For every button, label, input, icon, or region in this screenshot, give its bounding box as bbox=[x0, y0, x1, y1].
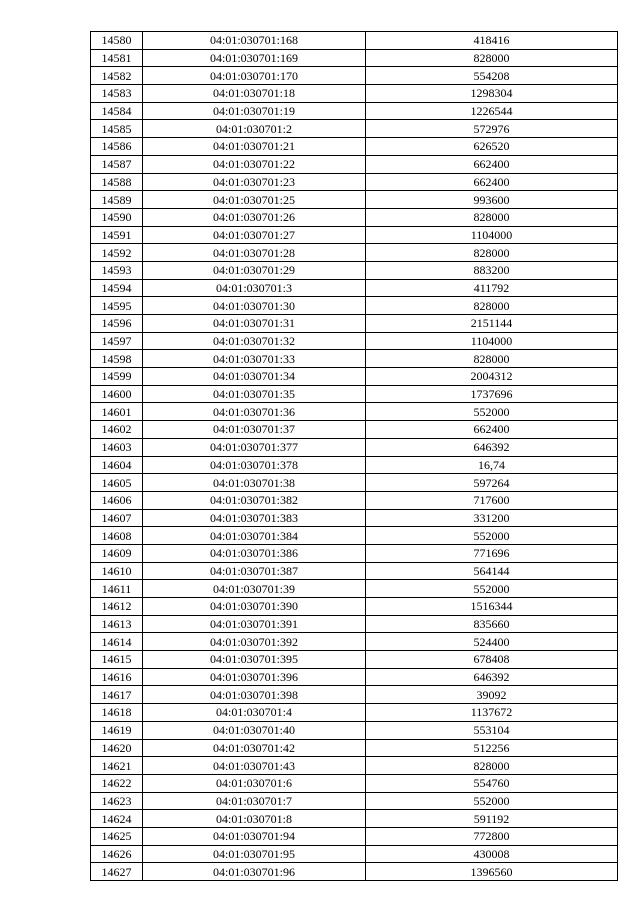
row-number-cell: 14581 bbox=[91, 49, 143, 67]
table-row bbox=[91, 350, 618, 368]
table-row bbox=[91, 774, 618, 792]
table-row bbox=[91, 845, 618, 863]
row-number-cell: 14623 bbox=[91, 792, 143, 810]
cadastral-number-cell: 04:01:030701:40 bbox=[143, 721, 366, 739]
value-cell: 662400 bbox=[366, 173, 618, 191]
value-cell: 646392 bbox=[366, 438, 618, 456]
value-cell: 2004312 bbox=[366, 368, 618, 386]
cadastral-number-cell: 04:01:030701:3 bbox=[143, 279, 366, 297]
cadastral-number-cell: 04:01:030701:22 bbox=[143, 155, 366, 173]
row-number-cell: 14625 bbox=[91, 827, 143, 845]
cadastral-number-cell: 04:01:030701:7 bbox=[143, 792, 366, 810]
cadastral-number-cell: 04:01:030701:33 bbox=[143, 350, 366, 368]
table-row bbox=[91, 580, 618, 598]
cadastral-number-cell: 04:01:030701:34 bbox=[143, 368, 366, 386]
table-row bbox=[91, 49, 618, 67]
row-number-cell: 14611 bbox=[91, 580, 143, 598]
cadastral-number-cell: 04:01:030701:30 bbox=[143, 297, 366, 315]
cadastral-number-cell: 04:01:030701:25 bbox=[143, 191, 366, 209]
row-number-cell: 14586 bbox=[91, 138, 143, 156]
cadastral-number-cell: 04:01:030701:390 bbox=[143, 598, 366, 616]
cadastral-number-cell: 04:01:030701:387 bbox=[143, 562, 366, 580]
cadastral-number-cell: 04:01:030701:378 bbox=[143, 456, 366, 474]
cadastral-number-cell: 04:01:030701:384 bbox=[143, 527, 366, 545]
row-number-cell: 14604 bbox=[91, 456, 143, 474]
cadastral-number-cell: 04:01:030701:383 bbox=[143, 509, 366, 527]
value-cell: 552000 bbox=[366, 403, 618, 421]
table-row bbox=[91, 279, 618, 297]
cadastral-number-cell: 04:01:030701:27 bbox=[143, 226, 366, 244]
value-cell: 835660 bbox=[366, 615, 618, 633]
cadastral-number-cell: 04:01:030701:169 bbox=[143, 49, 366, 67]
table-row bbox=[91, 368, 618, 386]
table-row bbox=[91, 102, 618, 120]
value-cell: 16,74 bbox=[366, 456, 618, 474]
table-row bbox=[91, 757, 618, 775]
row-number-cell: 14585 bbox=[91, 120, 143, 138]
value-cell: 572976 bbox=[366, 120, 618, 138]
value-cell: 828000 bbox=[366, 350, 618, 368]
value-cell: 1226544 bbox=[366, 102, 618, 120]
value-cell: 411792 bbox=[366, 279, 618, 297]
value-cell: 2151144 bbox=[366, 315, 618, 333]
table-row bbox=[91, 651, 618, 669]
table-row bbox=[91, 615, 618, 633]
row-number-cell: 14582 bbox=[91, 67, 143, 85]
value-cell: 678408 bbox=[366, 651, 618, 669]
row-number-cell: 14596 bbox=[91, 315, 143, 333]
table-row bbox=[91, 138, 618, 156]
row-number-cell: 14618 bbox=[91, 704, 143, 722]
row-number-cell: 14601 bbox=[91, 403, 143, 421]
value-cell: 828000 bbox=[366, 208, 618, 226]
row-number-cell: 14613 bbox=[91, 615, 143, 633]
row-number-cell: 14594 bbox=[91, 279, 143, 297]
table-row bbox=[91, 598, 618, 616]
table-row bbox=[91, 297, 618, 315]
cadastral-number-cell: 04:01:030701:395 bbox=[143, 651, 366, 669]
cadastral-number-cell: 04:01:030701:95 bbox=[143, 845, 366, 863]
table-row bbox=[91, 244, 618, 262]
table-row bbox=[91, 863, 618, 881]
row-number-cell: 14621 bbox=[91, 757, 143, 775]
table-row bbox=[91, 827, 618, 845]
table-row bbox=[91, 85, 618, 103]
cadastral-number-cell: 04:01:030701:23 bbox=[143, 173, 366, 191]
value-cell: 772800 bbox=[366, 827, 618, 845]
row-number-cell: 14607 bbox=[91, 509, 143, 527]
value-cell: 418416 bbox=[366, 32, 618, 50]
value-cell: 828000 bbox=[366, 297, 618, 315]
row-number-cell: 14620 bbox=[91, 739, 143, 757]
value-cell: 828000 bbox=[366, 757, 618, 775]
table-row bbox=[91, 173, 618, 191]
row-number-cell: 14590 bbox=[91, 208, 143, 226]
table-row bbox=[91, 792, 618, 810]
value-cell: 1516344 bbox=[366, 598, 618, 616]
row-number-cell: 14608 bbox=[91, 527, 143, 545]
cadastral-number-cell: 04:01:030701:19 bbox=[143, 102, 366, 120]
value-cell: 512256 bbox=[366, 739, 618, 757]
table-row bbox=[91, 403, 618, 421]
value-cell: 1104000 bbox=[366, 332, 618, 350]
cadastral-number-cell: 04:01:030701:377 bbox=[143, 438, 366, 456]
cadastral-number-cell: 04:01:030701:32 bbox=[143, 332, 366, 350]
cadastral-value-table bbox=[90, 31, 618, 881]
row-number-cell: 14599 bbox=[91, 368, 143, 386]
cadastral-number-cell: 04:01:030701:18 bbox=[143, 85, 366, 103]
table-row bbox=[91, 527, 618, 545]
cadastral-number-cell: 04:01:030701:168 bbox=[143, 32, 366, 50]
row-number-cell: 14612 bbox=[91, 598, 143, 616]
cadastral-number-cell: 04:01:030701:42 bbox=[143, 739, 366, 757]
row-number-cell: 14589 bbox=[91, 191, 143, 209]
row-number-cell: 14626 bbox=[91, 845, 143, 863]
row-number-cell: 14603 bbox=[91, 438, 143, 456]
cadastral-number-cell: 04:01:030701:94 bbox=[143, 827, 366, 845]
cadastral-number-cell: 04:01:030701:29 bbox=[143, 261, 366, 279]
value-cell: 883200 bbox=[366, 261, 618, 279]
row-number-cell: 14606 bbox=[91, 491, 143, 509]
row-number-cell: 14584 bbox=[91, 102, 143, 120]
value-cell: 552000 bbox=[366, 580, 618, 598]
value-cell: 331200 bbox=[366, 509, 618, 527]
row-number-cell: 14609 bbox=[91, 544, 143, 562]
table-row bbox=[91, 332, 618, 350]
table-row bbox=[91, 120, 618, 138]
cadastral-number-cell: 04:01:030701:96 bbox=[143, 863, 366, 881]
table-row bbox=[91, 261, 618, 279]
table-row bbox=[91, 67, 618, 85]
table-row bbox=[91, 491, 618, 509]
value-cell: 717600 bbox=[366, 491, 618, 509]
row-number-cell: 14598 bbox=[91, 350, 143, 368]
table-row bbox=[91, 562, 618, 580]
row-number-cell: 14605 bbox=[91, 474, 143, 492]
table-row bbox=[91, 633, 618, 651]
cadastral-number-cell: 04:01:030701:391 bbox=[143, 615, 366, 633]
cadastral-number-cell: 04:01:030701:37 bbox=[143, 421, 366, 439]
cadastral-number-cell: 04:01:030701:39 bbox=[143, 580, 366, 598]
table-row bbox=[91, 456, 618, 474]
value-cell: 1137672 bbox=[366, 704, 618, 722]
table-row bbox=[91, 421, 618, 439]
table-row bbox=[91, 704, 618, 722]
row-number-cell: 14587 bbox=[91, 155, 143, 173]
row-number-cell: 14592 bbox=[91, 244, 143, 262]
value-cell: 554208 bbox=[366, 67, 618, 85]
value-cell: 1104000 bbox=[366, 226, 618, 244]
value-cell: 1737696 bbox=[366, 385, 618, 403]
row-number-cell: 14602 bbox=[91, 421, 143, 439]
table-row bbox=[91, 474, 618, 492]
cadastral-number-cell: 04:01:030701:8 bbox=[143, 810, 366, 828]
table-row bbox=[91, 315, 618, 333]
value-cell: 771696 bbox=[366, 544, 618, 562]
cadastral-number-cell: 04:01:030701:35 bbox=[143, 385, 366, 403]
value-cell: 591192 bbox=[366, 810, 618, 828]
value-cell: 993600 bbox=[366, 191, 618, 209]
table-row bbox=[91, 739, 618, 757]
row-number-cell: 14593 bbox=[91, 261, 143, 279]
cadastral-number-cell: 04:01:030701:392 bbox=[143, 633, 366, 651]
value-cell: 564144 bbox=[366, 562, 618, 580]
cadastral-number-cell: 04:01:030701:43 bbox=[143, 757, 366, 775]
table-row bbox=[91, 686, 618, 704]
table-row bbox=[91, 155, 618, 173]
table-row bbox=[91, 208, 618, 226]
table-row bbox=[91, 191, 618, 209]
row-number-cell: 14622 bbox=[91, 774, 143, 792]
cadastral-number-cell: 04:01:030701:398 bbox=[143, 686, 366, 704]
cadastral-number-cell: 04:01:030701:31 bbox=[143, 315, 366, 333]
row-number-cell: 14600 bbox=[91, 385, 143, 403]
value-cell: 597264 bbox=[366, 474, 618, 492]
row-number-cell: 14583 bbox=[91, 85, 143, 103]
cadastral-number-cell: 04:01:030701:36 bbox=[143, 403, 366, 421]
cadastral-number-cell: 04:01:030701:396 bbox=[143, 668, 366, 686]
row-number-cell: 14615 bbox=[91, 651, 143, 669]
row-number-cell: 14614 bbox=[91, 633, 143, 651]
value-cell: 552000 bbox=[366, 792, 618, 810]
value-cell: 552000 bbox=[366, 527, 618, 545]
value-cell: 39092 bbox=[366, 686, 618, 704]
row-number-cell: 14580 bbox=[91, 32, 143, 50]
table-row bbox=[91, 438, 618, 456]
cadastral-number-cell: 04:01:030701:170 bbox=[143, 67, 366, 85]
table-row bbox=[91, 509, 618, 527]
table-row bbox=[91, 668, 618, 686]
value-cell: 662400 bbox=[366, 155, 618, 173]
row-number-cell: 14591 bbox=[91, 226, 143, 244]
value-cell: 524400 bbox=[366, 633, 618, 651]
cadastral-number-cell: 04:01:030701:28 bbox=[143, 244, 366, 262]
cadastral-number-cell: 04:01:030701:6 bbox=[143, 774, 366, 792]
value-cell: 1298304 bbox=[366, 85, 618, 103]
cadastral-number-cell: 04:01:030701:386 bbox=[143, 544, 366, 562]
cadastral-number-cell: 04:01:030701:38 bbox=[143, 474, 366, 492]
value-cell: 626520 bbox=[366, 138, 618, 156]
row-number-cell: 14597 bbox=[91, 332, 143, 350]
row-number-cell: 14624 bbox=[91, 810, 143, 828]
row-number-cell: 14588 bbox=[91, 173, 143, 191]
value-cell: 828000 bbox=[366, 244, 618, 262]
row-number-cell: 14595 bbox=[91, 297, 143, 315]
row-number-cell: 14627 bbox=[91, 863, 143, 881]
cadastral-number-cell: 04:01:030701:382 bbox=[143, 491, 366, 509]
table-row bbox=[91, 810, 618, 828]
cadastral-number-cell: 04:01:030701:21 bbox=[143, 138, 366, 156]
value-cell: 554760 bbox=[366, 774, 618, 792]
table-body bbox=[91, 32, 618, 881]
cadastral-number-cell: 04:01:030701:2 bbox=[143, 120, 366, 138]
cadastral-number-cell: 04:01:030701:26 bbox=[143, 208, 366, 226]
table-row bbox=[91, 226, 618, 244]
cadastral-number-cell: 04:01:030701:4 bbox=[143, 704, 366, 722]
value-cell: 553104 bbox=[366, 721, 618, 739]
value-cell: 1396560 bbox=[366, 863, 618, 881]
value-cell: 646392 bbox=[366, 668, 618, 686]
table-row bbox=[91, 721, 618, 739]
value-cell: 662400 bbox=[366, 421, 618, 439]
row-number-cell: 14617 bbox=[91, 686, 143, 704]
value-cell: 430008 bbox=[366, 845, 618, 863]
value-cell: 828000 bbox=[366, 49, 618, 67]
table-row bbox=[91, 544, 618, 562]
row-number-cell: 14616 bbox=[91, 668, 143, 686]
row-number-cell: 14610 bbox=[91, 562, 143, 580]
table-row bbox=[91, 385, 618, 403]
table-row bbox=[91, 32, 618, 50]
row-number-cell: 14619 bbox=[91, 721, 143, 739]
